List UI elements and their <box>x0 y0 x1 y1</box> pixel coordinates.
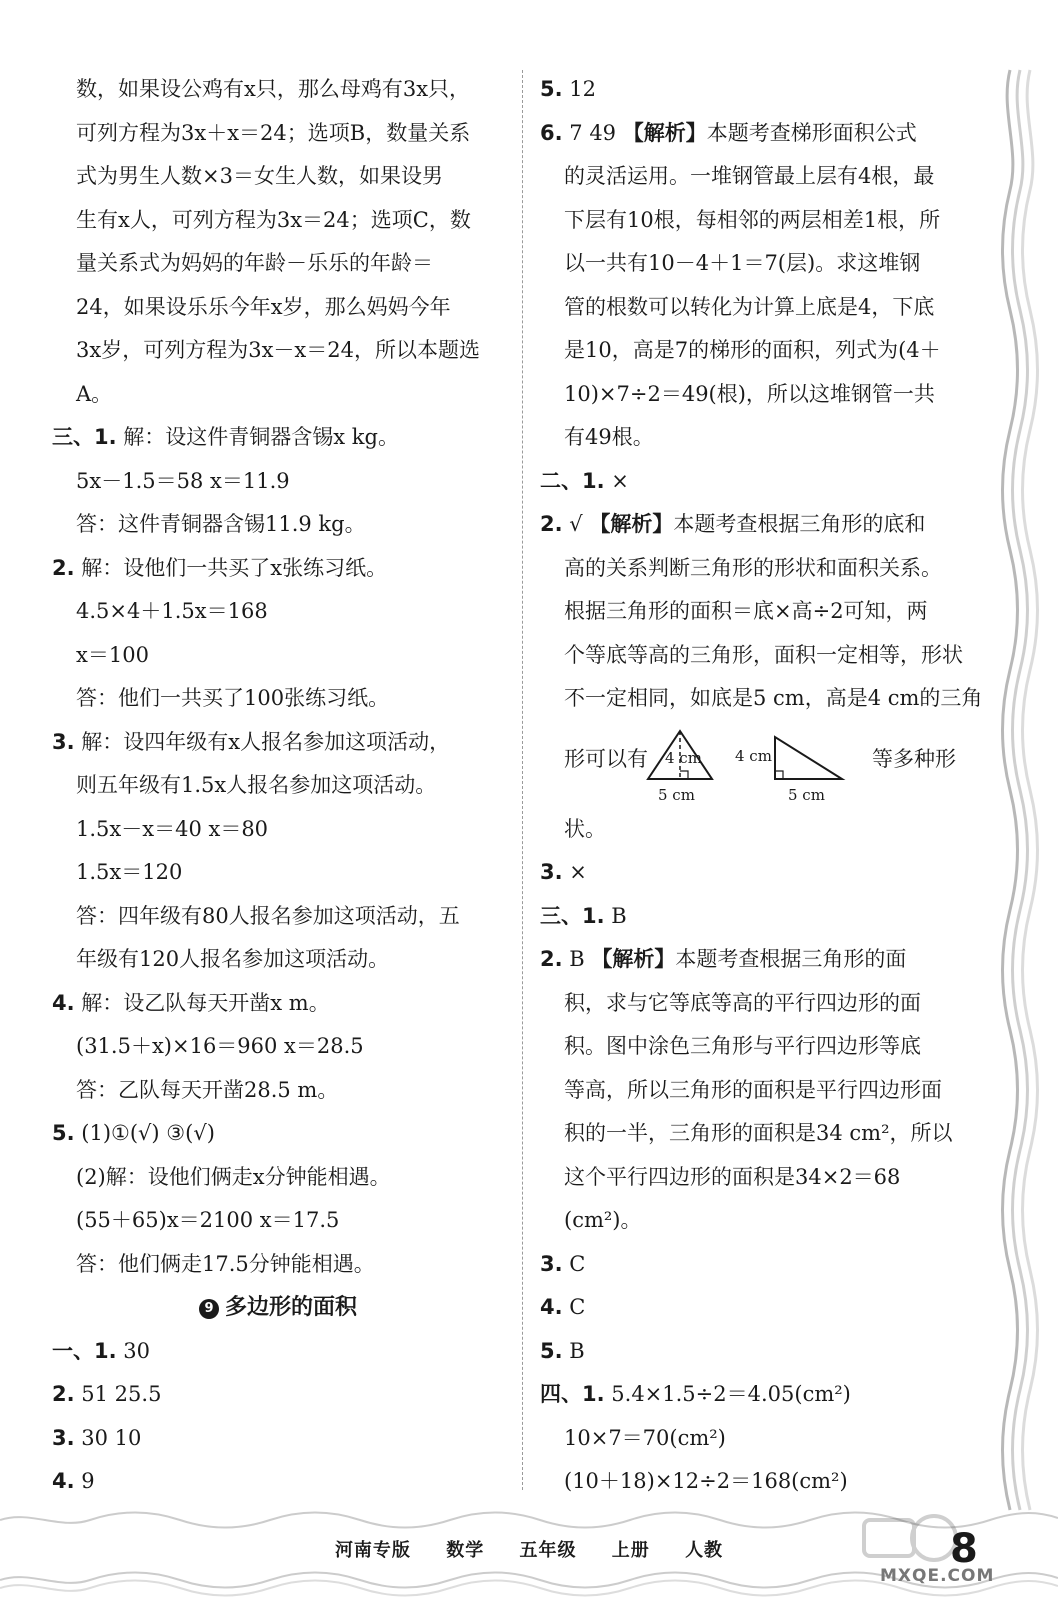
question-text: 解：设乙队每天开凿x m。 <box>81 990 330 1015</box>
question-text: (1)①(√) ③(√) <box>81 1121 215 1145</box>
analysis-text: 本题考查根据三角形的底和 <box>673 512 926 536</box>
text-line: 生有x人，可列方程为3x＝24；选项C，数 <box>76 207 471 232</box>
analysis-text: 10)×7÷2＝49(根)，所以这堆钢管一共 <box>564 381 935 406</box>
answer-value: C <box>569 1251 586 1276</box>
page-footer <box>0 1500 1058 1600</box>
question-number: 三、1. <box>52 425 117 449</box>
analysis-text: 是10，高是7的梯形的面积，列式为(4＋ <box>564 338 941 362</box>
answer-value: 9 <box>81 1469 95 1493</box>
question-text: (2)解：设他们俩走x分钟能相遇。 <box>76 1164 391 1189</box>
analysis-tag: 【解析】 <box>591 947 676 971</box>
column-divider <box>522 70 523 1490</box>
text-line: 式为男生人数×3＝女生人数，如果设男 <box>76 164 443 188</box>
answer-row <box>52 1330 494 1374</box>
equation: 10×7＝70(cm²) <box>564 1425 726 1450</box>
question-number: 5. <box>52 1121 75 1145</box>
footer-item: 人教 <box>685 1540 724 1561</box>
analysis-text: 积的一半，三角形的面积是34 cm²，所以 <box>564 1121 953 1145</box>
right-triangle <box>775 737 842 779</box>
analysis-text: 本题考查梯形面积公式 <box>706 120 917 145</box>
text-line: 3x岁，可列方程为3x－x＝24，所以本题选 <box>76 338 480 362</box>
question-text: 解：设这件青铜器含锡x kg。 <box>123 425 399 449</box>
answer-value: 7 49 <box>569 120 617 145</box>
equation: 5.4×1.5÷2＝4.05(cm²) <box>611 1382 851 1406</box>
analysis-tag: 【解析】 <box>589 512 674 536</box>
question-number: 3. <box>52 1425 75 1450</box>
analysis-text: 根据三角形的面积＝底×高÷2可知，两 <box>564 599 928 623</box>
equation: 5x－1.5＝58 x＝11.9 <box>76 468 290 493</box>
analysis-text: 的灵活运用。一堆钢管最上层有4根，最 <box>564 164 935 188</box>
base-label: 5 cm <box>658 785 695 804</box>
question-number: 2. <box>52 1382 75 1406</box>
question-3-3 <box>52 721 494 765</box>
footer-item: 五年级 <box>519 1540 577 1561</box>
analysis-text: 管的根数可以转化为计算上底是4，下底 <box>564 294 935 319</box>
question-number: 2. <box>540 947 563 971</box>
answer-value: × <box>569 860 587 884</box>
question-number: 2. <box>540 512 563 536</box>
page-number: 8 <box>950 1526 978 1572</box>
question-text: 则五年级有1.5x人报名参加这项活动。 <box>76 773 437 797</box>
question-3-4 <box>52 982 494 1026</box>
section-number-badge: 9 <box>199 1299 219 1319</box>
answer-row <box>540 1286 988 1330</box>
height-label: 4 cm <box>735 746 772 765</box>
analysis-text: 不一定相同，如底是5 cm，高是4 cm的三角 <box>564 686 983 710</box>
analysis-text: 下层有10根，每相邻的两层相差1根，所 <box>564 207 941 232</box>
answer-row <box>540 1330 988 1374</box>
answer-value: 30 <box>123 1338 151 1363</box>
question-number: 6. <box>540 120 563 145</box>
right-column <box>540 68 988 1504</box>
analysis-text: 这个平行四边形的面积是34×2＝68 <box>564 1164 901 1189</box>
question-3-1 <box>52 416 494 460</box>
answer-value: C <box>569 1295 586 1319</box>
analysis-text: 等高，所以三角形的面积是平行四边形面 <box>564 1077 942 1102</box>
answer-row <box>52 1460 494 1504</box>
analysis-text: 积，求与它等底等高的平行四边形的面 <box>564 990 921 1015</box>
answer-row <box>540 68 988 112</box>
text-line: 可列方程为3x＋x＝24；选项B，数量关系 <box>76 120 471 145</box>
question-number: 3. <box>540 860 563 884</box>
base-label: 5 cm <box>788 785 825 804</box>
answer: 答：乙队每天开凿28.5 m。 <box>76 1077 339 1102</box>
answer-value: × <box>611 468 629 493</box>
answer-row <box>540 938 988 982</box>
answer: 答：他们俩走17.5分钟能相遇。 <box>76 1251 375 1276</box>
text-line: 数，如果设公鸡有x只，那么母鸡有3x只， <box>76 77 471 101</box>
figure-text-before: 形可以有 <box>564 746 648 771</box>
answer-row <box>540 895 988 939</box>
question-number: 5. <box>540 77 563 101</box>
text-line: A。 <box>76 381 113 406</box>
answer-value: √ <box>569 512 583 536</box>
question-number: 一、1. <box>52 1338 117 1363</box>
question-number: 4. <box>540 1295 563 1319</box>
decorative-wave-border <box>996 0 1058 1600</box>
answer-row <box>540 503 988 547</box>
footer-item: 河南专版 <box>334 1540 411 1561</box>
answer-row <box>540 112 988 156</box>
answer-row <box>540 460 988 504</box>
answer-row <box>52 1417 494 1461</box>
left-column <box>52 68 494 1504</box>
question-number: 3. <box>540 1251 563 1276</box>
figure-text-after: 等多种形 <box>872 746 956 771</box>
analysis-text: 个等底等高的三角形，面积一定相等，形状 <box>564 642 963 667</box>
answer-row <box>52 1373 494 1417</box>
footer-item: 数学 <box>446 1540 485 1561</box>
analysis-text: 状。 <box>564 816 606 841</box>
watermark-text: MXQE.COM <box>880 1566 995 1586</box>
section-title <box>52 1286 494 1330</box>
footer-item: 上册 <box>611 1540 650 1561</box>
question-number: 四、1. <box>540 1382 605 1406</box>
answer: 答：四年级有80人报名参加这项活动，五 <box>76 903 460 928</box>
analysis-text: 积。图中涂色三角形与平行四边形等底 <box>564 1034 921 1058</box>
answer-value: B <box>611 903 627 928</box>
question-number: 3. <box>52 729 75 754</box>
question-number: 5. <box>540 1338 563 1363</box>
answer-row <box>540 1243 988 1287</box>
question-3-5 <box>52 1112 494 1156</box>
equation: (10＋18)×12÷2＝168(cm²) <box>564 1469 848 1493</box>
equation: x＝100 <box>76 642 149 667</box>
analysis-text: 以一共有10－4＋1＝7(层)。求这堆钢 <box>564 251 921 275</box>
answer-row <box>540 851 988 895</box>
question-number: 4. <box>52 1469 75 1493</box>
equation: (55＋65)x＝2100 x＝17.5 <box>76 1208 340 1232</box>
analysis-text: 高的关系判断三角形的形状和面积关系。 <box>564 555 942 580</box>
question-3-2 <box>52 547 494 591</box>
question-number: 三、1. <box>540 903 605 928</box>
answer: 年级有120人报名参加这项活动。 <box>76 947 390 971</box>
triangle-figure-row <box>540 721 988 808</box>
analysis-text: (cm²)。 <box>564 1208 642 1232</box>
analysis-text: 有49根。 <box>564 425 654 449</box>
equation: 4.5×4＋1.5x＝168 <box>76 599 268 623</box>
text-line: 量关系式为妈妈的年龄－乐乐的年龄＝ <box>76 251 433 275</box>
answer-value: 51 25.5 <box>81 1382 162 1406</box>
answer-value: B <box>569 1338 585 1363</box>
height-label: 4 cm <box>665 748 702 767</box>
question-number: 二、1. <box>540 468 605 493</box>
section-title-text: 多边形的面积 <box>224 1295 357 1320</box>
watermark-logo <box>858 1508 958 1568</box>
question-text: 解：设四年级有x人报名参加这项活动， <box>81 729 451 754</box>
answer-value: 30 10 <box>81 1425 142 1450</box>
equation: 1.5x－x＝40 x＝80 <box>76 816 269 841</box>
answer-row <box>540 1373 988 1417</box>
question-number: 4. <box>52 990 75 1015</box>
text-line: 24，如果设乐乐今年x岁，那么妈妈今年 <box>76 294 451 319</box>
equation: (31.5＋x)×16＝960 x＝28.5 <box>76 1034 364 1058</box>
question-text: 解：设他们一共买了x张练习纸。 <box>81 555 388 580</box>
question-number: 2. <box>52 555 75 580</box>
answer-value: B <box>569 947 585 971</box>
answer: 答：他们一共买了100张练习纸。 <box>76 686 390 710</box>
analysis-text: 本题考查根据三角形的面 <box>675 947 907 971</box>
equation: 1.5x＝120 <box>76 860 183 884</box>
analysis-tag: 【解析】 <box>622 120 707 145</box>
answer: 答：这件青铜器含锡11.9 kg。 <box>76 512 366 536</box>
answer-value: 12 <box>569 77 597 101</box>
